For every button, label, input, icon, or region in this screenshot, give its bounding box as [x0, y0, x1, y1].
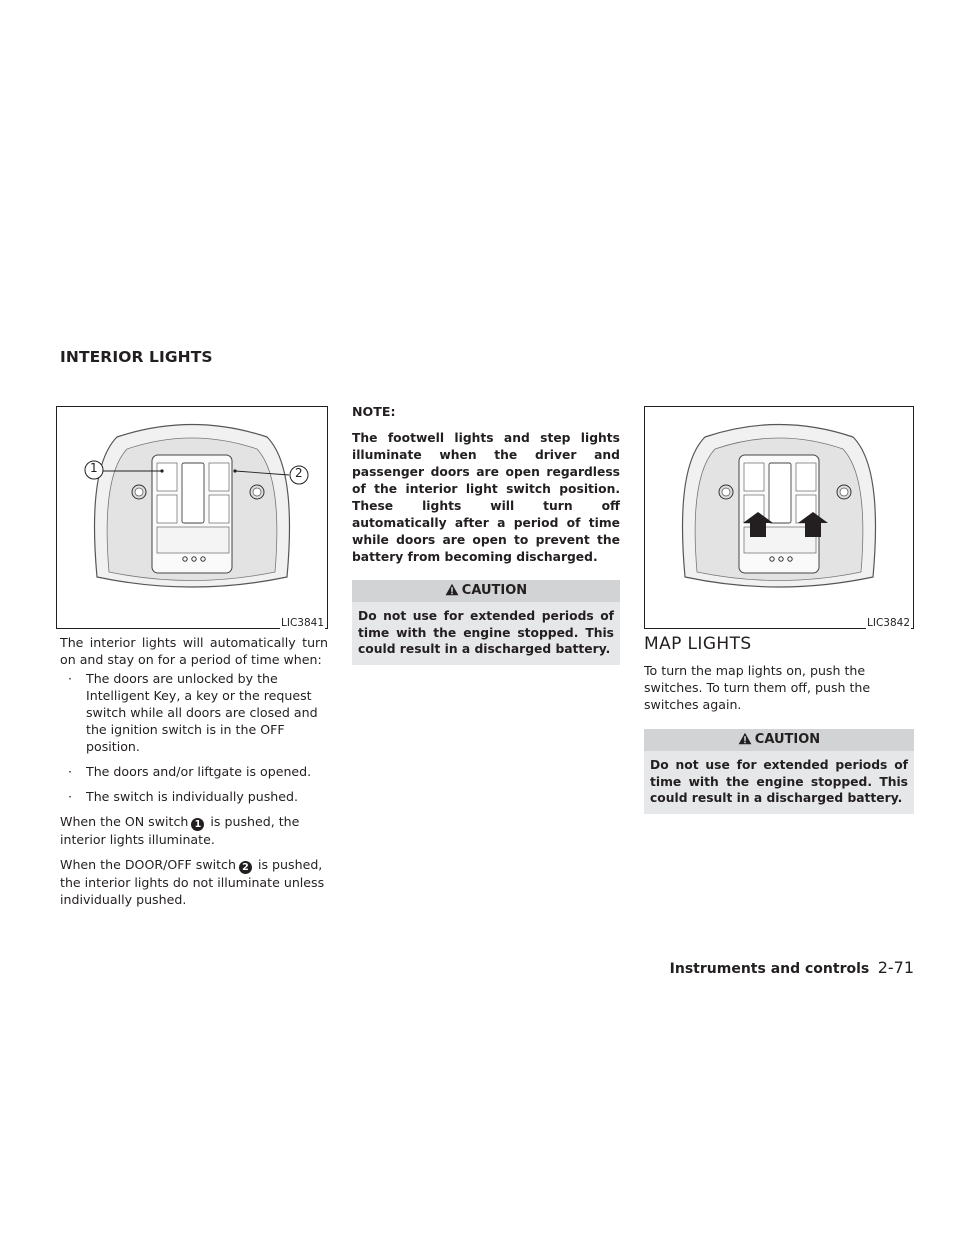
- middle-column: [352, 403, 620, 665]
- map-lights-illustration: [645, 407, 913, 628]
- overhead-console-illustration: [57, 407, 327, 628]
- figure-map-light-switches: [644, 406, 914, 629]
- warning-icon: [738, 732, 752, 745]
- callout-number-2: 2: [239, 861, 252, 874]
- caution-text: Do not use for extended periods of time with the engine stopped. This could result in a discharged battery.: [644, 751, 914, 814]
- caution-box: [352, 580, 620, 665]
- figure-label: LIC3841: [281, 617, 324, 629]
- list-item: [68, 788, 328, 805]
- bullet-text: The doors and/or liftgate is opened.: [86, 764, 312, 779]
- intro-paragraph: The interior lights will automatically turn on and stay on for a period of time when:: [60, 635, 328, 667]
- callout-2: 2: [295, 466, 303, 480]
- bullet-marker: ·: [68, 789, 73, 804]
- footer-page-number: 2-71: [877, 958, 914, 977]
- bullet-marker: ·: [68, 764, 73, 779]
- bullet-text: The switch is individually pushed.: [86, 789, 299, 804]
- caution-title: CAUTION: [461, 583, 528, 598]
- on-switch-post: is pushed, the interior lights illuminate.: [60, 814, 300, 847]
- door-switch-paragraph: [60, 856, 328, 908]
- figure-label: LIC3842: [867, 617, 910, 629]
- figure-interior-light-switches: [56, 406, 328, 629]
- section-title: INTERIOR LIGHTS: [60, 348, 213, 366]
- note-heading: NOTE:: [352, 404, 396, 419]
- caution-title: CAUTION: [754, 732, 821, 747]
- page-footer: [670, 958, 914, 977]
- on-switch-paragraph: [60, 813, 328, 848]
- list-item: [68, 670, 328, 755]
- note-body: The footwell lights and step lights illuminate when the driver and passenger doors are open regardless of the interior light switch position. These lights will turn off automatically after a period of time while doors are open to prevent the battery from becoming discharged.: [352, 431, 620, 564]
- callout-number-1: 1: [191, 818, 204, 831]
- map-lights-heading: MAP LIGHTS: [644, 634, 752, 654]
- right-column: [644, 636, 914, 814]
- caution-header: [644, 729, 914, 751]
- caution-text: Do not use for extended periods of time with the engine stopped. This could result in a discharged battery.: [352, 602, 620, 665]
- door-switch-pre: When the DOOR/OFF switch: [60, 857, 236, 872]
- footer-section: Instruments and controls: [669, 961, 870, 977]
- list-item: [68, 763, 328, 780]
- caution-box: [644, 729, 914, 814]
- bullet-text: The doors are unlocked by the Intelligent Key, a key or the request switch while all doors are closed and the ignition switch is in the OFF position.: [86, 671, 318, 754]
- map-lights-body: To turn the map lights on, push the switches. To turn them off, push the switches again.: [644, 663, 871, 712]
- door-switch-post: is pushed, the interior lights do not illuminate unless individually pushed.: [60, 857, 325, 907]
- on-switch-pre: When the ON switch: [60, 814, 189, 829]
- warning-icon: [445, 583, 459, 596]
- bullet-marker: ·: [68, 671, 73, 686]
- callout-1: 1: [90, 461, 98, 475]
- left-column: [60, 634, 328, 908]
- caution-header: [352, 580, 620, 602]
